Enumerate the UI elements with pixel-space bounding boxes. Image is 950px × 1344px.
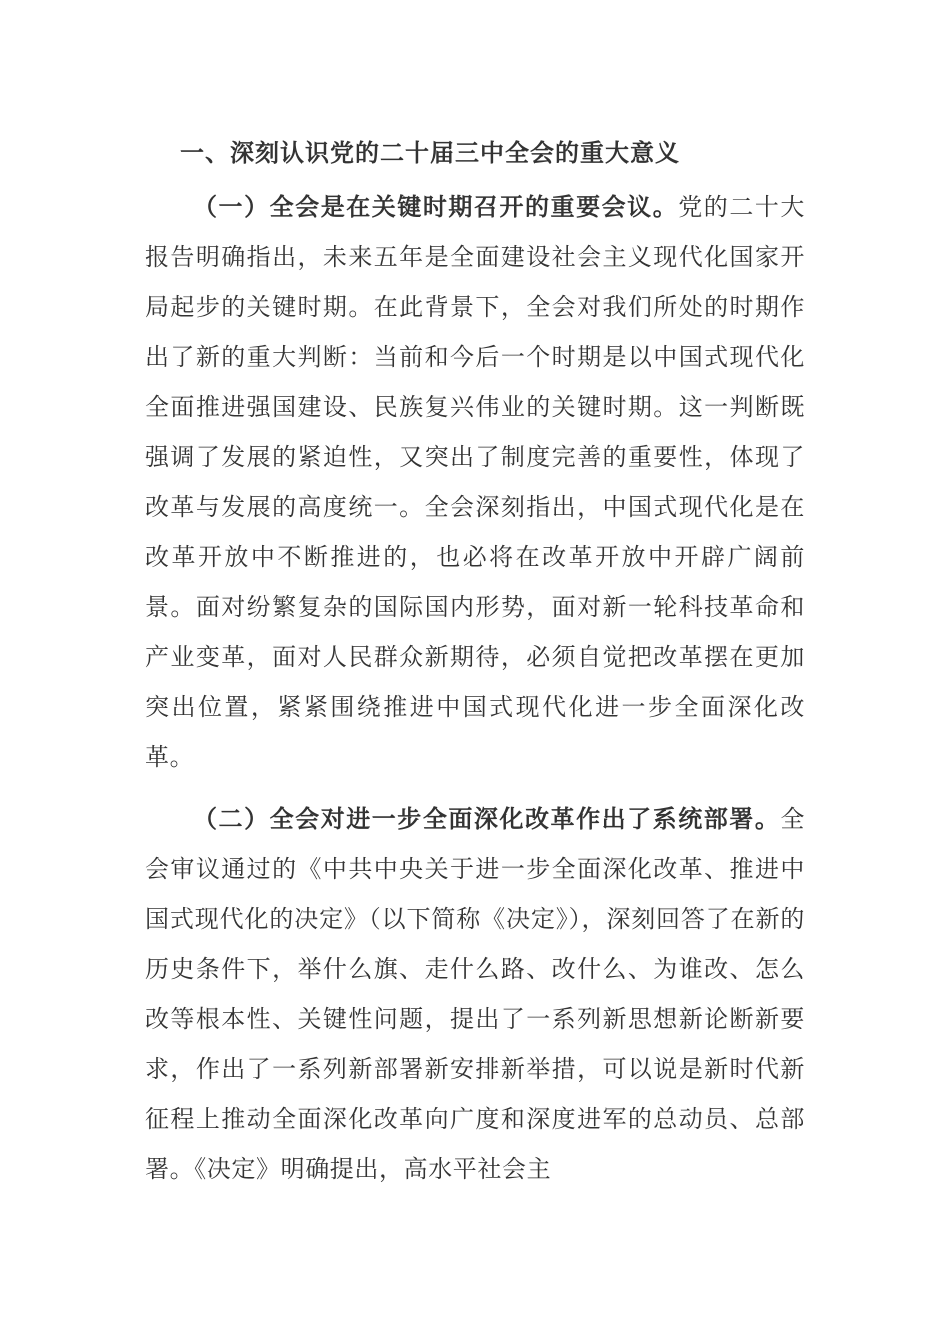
paragraph-2-body: 全会审议通过的《中共中央关于进一步全面深化改革、推进中国式现代化的决定》（以下简称《决定》），深刻回答了在新的历史条件下，举什么旗、走什么路、改什么、为谁改、怎么改等根本性、关键性问题，提出了一系列新思想新论断新要求，作出了一系列新部署新安排新举措，可以说是新时代新征程上推动全面深化改革向广度和深度进军的总动员、总部署。《决定》明确提出，高水平社会主 — [145, 805, 805, 1183]
paragraph-2 — [145, 794, 805, 1194]
paragraph-2-lead: （二）全会对进一步全面深化改革作出了系统部署。 — [193, 805, 781, 833]
paragraph-1 — [145, 182, 805, 782]
section-heading: 一、深刻认识党的二十届三中全会的重大意义 — [180, 139, 680, 167]
paragraph-1-body: 党的二十大报告明确指出，未来五年是全面建设社会主义现代化国家开局起步的关键时期。在此背景下，全会对我们所处的时期作出了新的重大判断：当前和今后一个时期是以中国式现代化全面推进强国建设、民族复兴伟业的关键时期。这一判断既强调了发展的紧迫性，又突出了制度完善的重要性，体现了改革与发展的高度统一。全会深刻指出，中国式现代化是在改革开放中不断推进的，也必将在改革开放中开辟广阔前景。面对纷繁复杂的国际国内形势，面对新一轮科技革命和产业变革，面对人民群众新期待，必须自觉把改革摆在更加突出位置，紧紧围绕推进中国式现代化进一步全面深化改革。 — [145, 193, 806, 771]
paragraph-1-lead: （一）全会是在关键时期召开的重要会议。 — [193, 193, 679, 221]
document-content — [145, 128, 805, 1194]
